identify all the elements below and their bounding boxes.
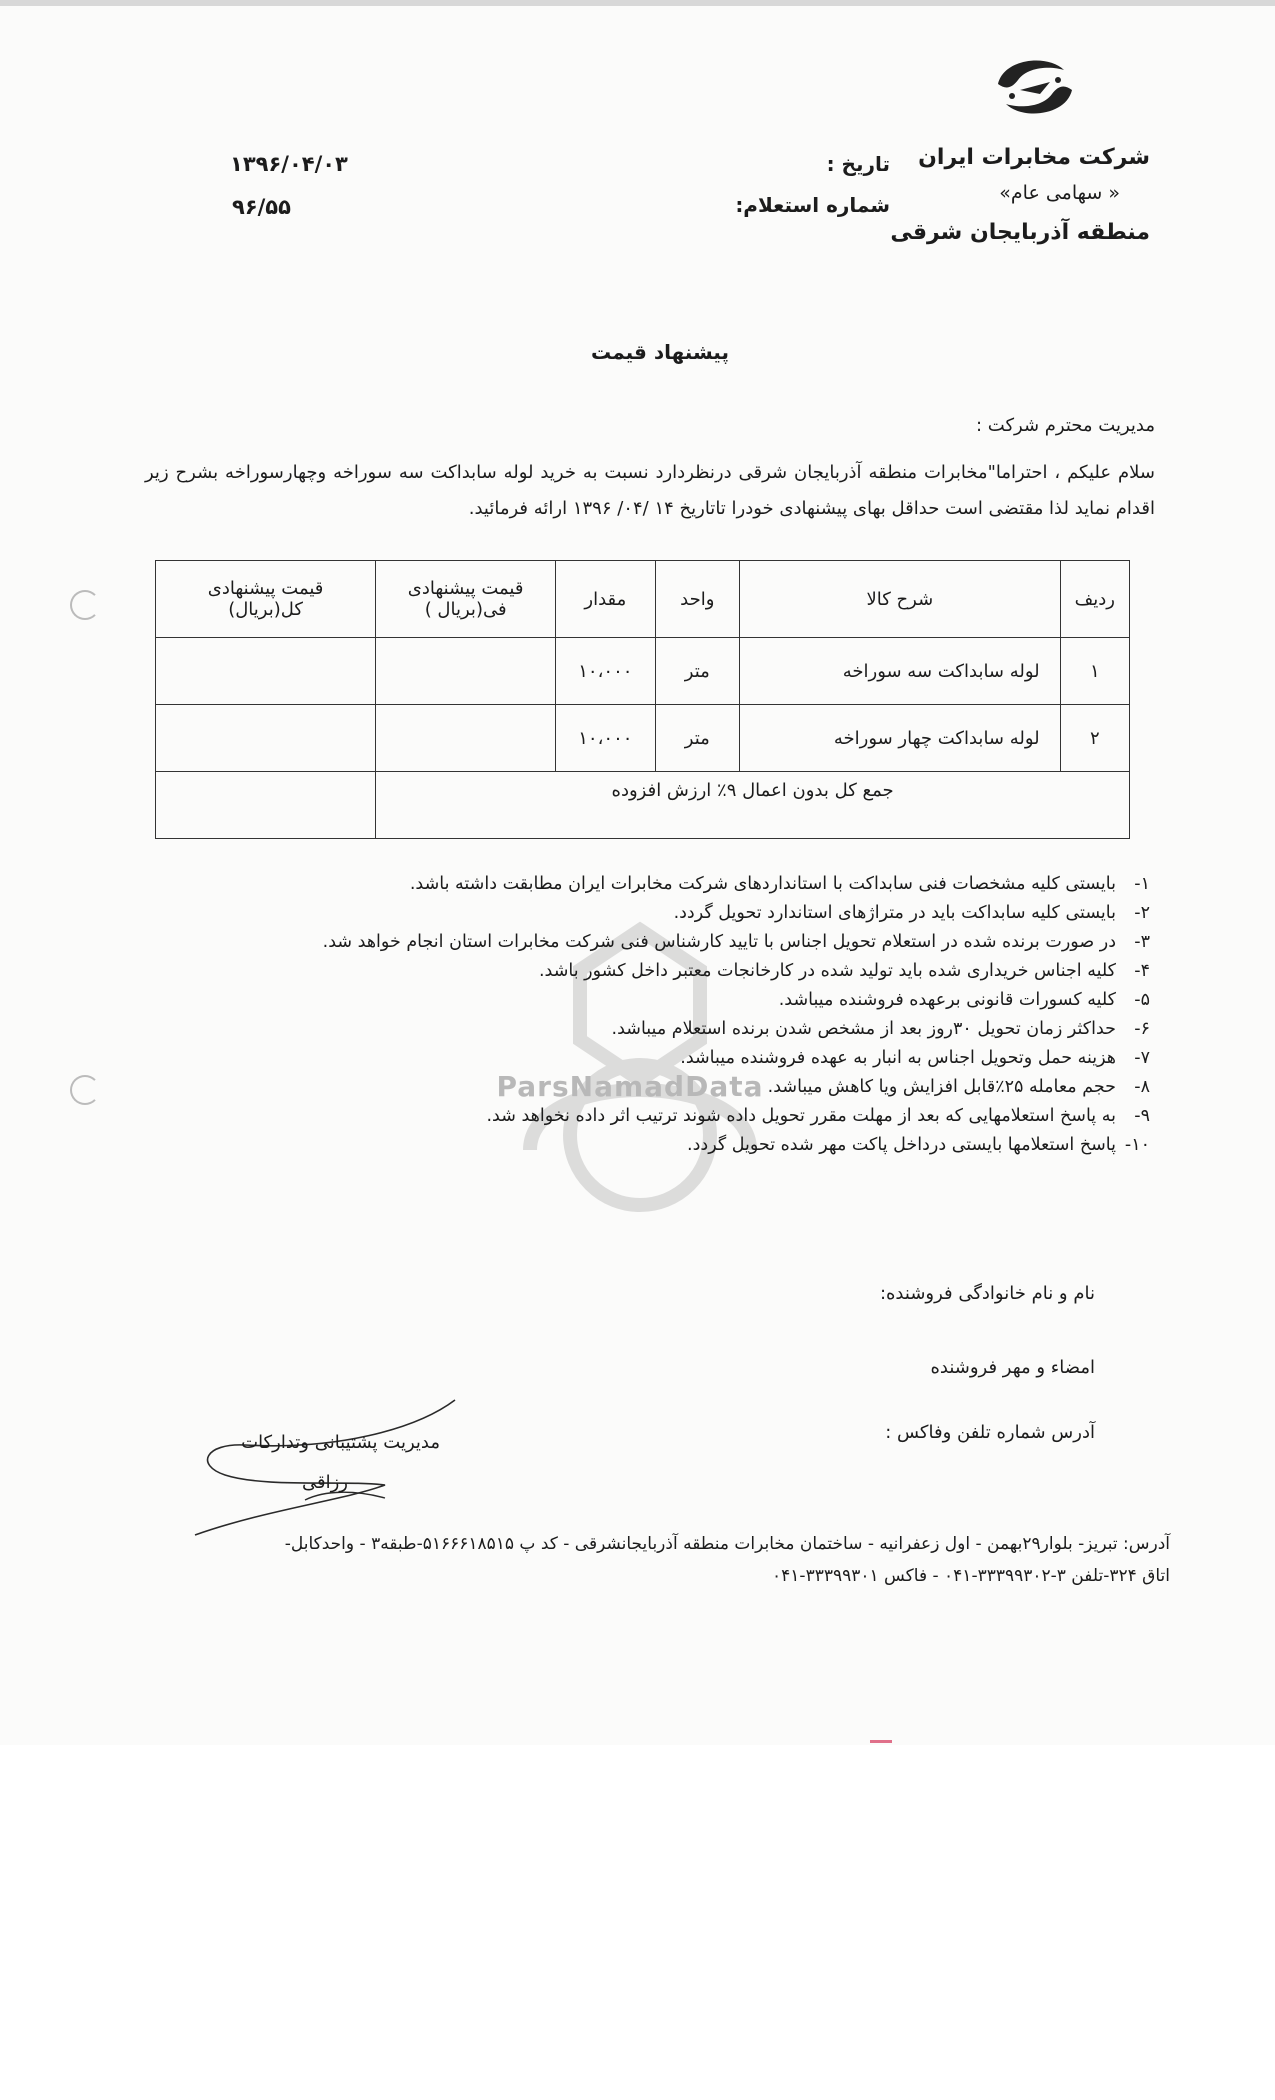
term-number: ۳-	[1134, 932, 1150, 952]
scan-edge	[0, 0, 1275, 6]
term-number: ۸-	[1134, 1077, 1150, 1097]
price-table	[155, 560, 1130, 839]
salutation: مدیریت محترم شرکت :	[976, 415, 1155, 436]
term-number: ۲-	[1134, 903, 1150, 923]
term-number: ۱-	[1134, 874, 1150, 894]
company-name: شرکت مخابرات ایران	[918, 145, 1150, 170]
row-number: ۲	[1060, 705, 1129, 772]
term-text: بایستی کلیه سابداکت باید در متراژهای استاندارد تحویل گردد.	[673, 903, 1116, 923]
company-type: « سهامی عام»	[999, 182, 1120, 204]
document-title: پیشنهاد قیمت	[591, 340, 729, 364]
punch-hole-mark	[70, 590, 100, 620]
signatory-department: مدیریت پشتیبانی وتدارکات	[241, 1432, 440, 1453]
date-value: ۱۳۹۶/۰۴/۰۳	[230, 152, 348, 176]
header-total-price	[156, 561, 376, 638]
term-text: بایستی کلیه مشخصات فنی سابداکت با استانداردهای شرکت مخابرات ایران مطابقت داشته باشد.	[409, 874, 1116, 894]
row-quantity: ۱۰،۰۰۰	[556, 705, 656, 772]
row-description: لوله سابداکت چهار سوراخه	[740, 705, 1061, 772]
list-item	[130, 1131, 1150, 1160]
term-text: پاسخ استعلامها بایستی درداخل پاکت مهر شده تحویل گردد.	[687, 1135, 1116, 1155]
intro-paragraph: سلام علیکم ، احتراما"مخابرات منطقه آذربایجان شرقی درنظردارد نسبت به خرید لوله سابداکت سه سوراخه وچهارسوراخه بشرح زیر اقدام نماید لذا مقتضی است حداقل بهای پیشنهادی خودرا تاتاریخ ۱۴ /۰۴/ ۱۳۹۶ ارائه فرمائید.	[145, 462, 1155, 519]
list-item	[130, 986, 1150, 1015]
list-item	[130, 1102, 1150, 1131]
watermark-text: ParsNamadData	[496, 1070, 764, 1103]
inquiry-number-value: ۹۶/۵۵	[232, 195, 291, 219]
term-number: ۴-	[1134, 961, 1150, 981]
list-item	[130, 1015, 1150, 1044]
list-item	[130, 870, 1150, 899]
scan-artifact	[870, 1740, 892, 1743]
seller-name-label: نام و نام خانوادگی فروشنده:	[879, 1283, 1095, 1304]
list-item	[130, 1044, 1150, 1073]
company-logo-icon	[990, 52, 1080, 122]
term-number: ۹-	[1134, 1106, 1150, 1126]
footer-contact-line: اتاق ۳۲۴-تلفن ۳-۳۳۳۹۹۳۰۲-۰۴۱ - فاکس ۳۳۳۹۹۳۰۱-۰۴۱	[772, 1566, 1170, 1586]
seller-signature-label: امضاء و مهر فروشنده	[930, 1357, 1095, 1378]
date-label: تاریخ :	[826, 152, 890, 176]
table-sum-row	[156, 772, 1130, 839]
row-total-price	[156, 638, 376, 705]
term-number: ۶-	[1134, 1019, 1150, 1039]
term-text: در صورت برنده شده در استعلام تحویل اجناس با تایید کارشناس فنی شرکت مخابرات استان انجام خواهد شد.	[322, 932, 1116, 952]
list-item	[130, 899, 1150, 928]
term-text: هزینه حمل وتحویل اجناس به انبار به عهده فروشنده میباشد.	[680, 1048, 1116, 1068]
handwritten-signature	[185, 1390, 475, 1540]
row-unit: متر	[655, 705, 739, 772]
term-text: حجم معامله ۲۵٪قابل افزایش ویا کاهش میباشد.	[767, 1077, 1116, 1097]
row-unit-price	[376, 638, 556, 705]
header-unit-price-line1: قیمت پیشنهادی	[407, 578, 524, 599]
row-total-price	[156, 705, 376, 772]
term-text: کلیه اجناس خریداری شده باید تولید شده در کارخانجات معتبر داخل کشور باشد.	[538, 961, 1116, 981]
row-unit: متر	[655, 638, 739, 705]
header-unit: واحد	[655, 561, 739, 638]
punch-hole-mark	[70, 1075, 100, 1105]
list-item	[130, 957, 1150, 986]
inquiry-number-label: شماره استعلام:	[735, 193, 890, 217]
footer-address-line: آدرس: تبریز- بلوار۲۹بهمن - اول زعفرانیه - ساختمان مخابرات منطقه آذربایجانشرقی - کد پ ۵۱۶۶۶۱۸۵۱۵-طبقه۳ - واحدکابل-	[284, 1534, 1170, 1554]
header-row-number: ردیف	[1060, 561, 1129, 638]
list-item	[130, 1073, 1150, 1102]
table-row	[156, 638, 1130, 705]
term-number: ۱۰-	[1124, 1135, 1150, 1155]
signatory-name: رزاقی	[302, 1472, 348, 1493]
header-unit-price	[376, 561, 556, 638]
row-description: لوله سابداکت سه سوراخه	[740, 638, 1061, 705]
row-unit-price	[376, 705, 556, 772]
term-text: به پاسخ استعلامهایی که بعد از مهلت مقرر تحویل داده شوند ترتیب اثر داده نخواهد شد.	[486, 1106, 1116, 1126]
table-header-row	[156, 561, 1130, 638]
sum-value	[156, 772, 376, 839]
term-number: ۷-	[1134, 1048, 1150, 1068]
header-quantity: مقدار	[556, 561, 656, 638]
row-number: ۱	[1060, 638, 1129, 705]
term-number: ۵-	[1134, 990, 1150, 1010]
table-row	[156, 705, 1130, 772]
term-text: حداکثر زمان تحویل ۳۰روز بعد از مشخص شدن برنده استعلام میباشد.	[611, 1019, 1116, 1039]
term-text: کلیه کسورات قانونی برعهده فروشنده میباشد.	[778, 990, 1116, 1010]
seller-contact-label: آدرس شماره تلفن وفاکس :	[885, 1422, 1095, 1443]
list-item	[130, 928, 1150, 957]
region-name: منطقه آذربایجان شرقی	[890, 220, 1150, 245]
header-unit-price-line2: فی(بریال )	[424, 599, 507, 620]
sum-label: جمع کل بدون اعمال ۹٪ ارزش افزوده	[376, 772, 1130, 839]
header-total-price-line2: کل(بریال)	[228, 599, 303, 620]
header-total-price-line1: قیمت پیشنهادی	[207, 578, 324, 599]
terms-list	[130, 870, 1150, 1160]
header-description: شرح کالا	[740, 561, 1061, 638]
footer-address	[95, 1528, 1170, 1592]
row-quantity: ۱۰،۰۰۰	[556, 638, 656, 705]
